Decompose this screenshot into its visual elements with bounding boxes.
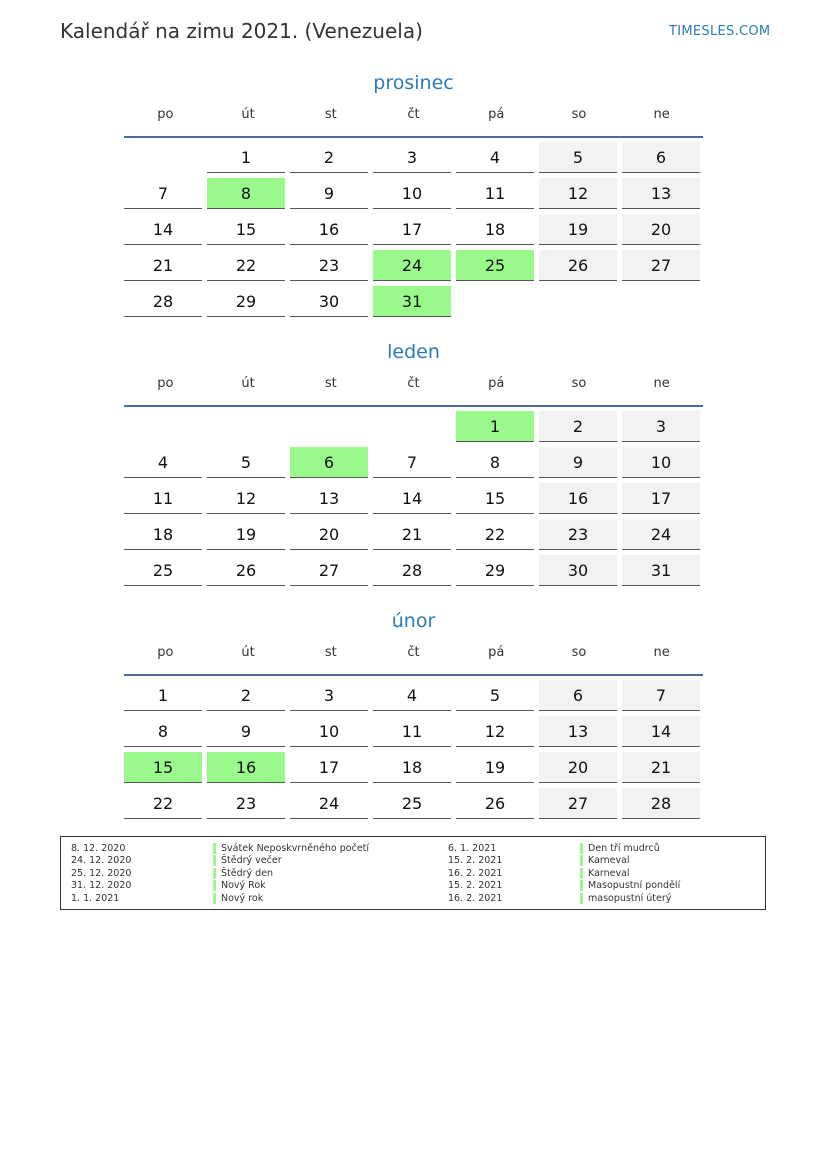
day-cell: 20 [539, 752, 617, 783]
day-cell: 23 [290, 250, 368, 281]
day-cell: 17 [373, 214, 451, 245]
week-row [124, 250, 703, 286]
day-cell: 3 [373, 142, 451, 173]
day-cell: 2 [290, 142, 368, 173]
legend-date: 31. 12. 2020 [71, 880, 132, 892]
day-cell: 24 [622, 519, 700, 550]
week-row [124, 788, 703, 824]
week-row [124, 411, 703, 447]
day-cell: 22 [456, 519, 534, 550]
day-cell: 24 [373, 250, 451, 281]
day-cell: 13 [290, 483, 368, 514]
weekday-label: so [571, 376, 587, 391]
empty-day-cell [622, 286, 700, 317]
weekday-label: st [324, 107, 337, 122]
legend-names-left [213, 843, 369, 905]
legend-date: 24. 12. 2020 [71, 855, 132, 867]
legend-row [213, 880, 369, 892]
day-cell: 15 [207, 214, 285, 245]
legend-holiday-name: Masopustní pondělí [580, 880, 680, 891]
day-cell: 13 [622, 178, 700, 209]
week-row [124, 447, 703, 483]
holiday-legend [60, 836, 766, 910]
site-link[interactable]: TIMESLES.COM [669, 24, 771, 39]
week-row [124, 519, 703, 555]
day-cell: 18 [456, 214, 534, 245]
day-cell: 27 [290, 555, 368, 586]
legend-date: 16. 2. 2021 [448, 892, 503, 904]
day-cell: 1 [207, 142, 285, 173]
week-row [124, 555, 703, 591]
empty-day-cell [456, 286, 534, 317]
legend-date: 25. 12. 2020 [71, 867, 132, 879]
legend-row [580, 855, 680, 867]
empty-day-cell [207, 411, 285, 442]
weekday-label: ne [653, 107, 670, 122]
week-row [124, 178, 703, 214]
empty-day-cell [539, 286, 617, 317]
week-row [124, 214, 703, 250]
day-cell: 21 [124, 250, 202, 281]
week-row [124, 483, 703, 519]
legend-date: 1. 1. 2021 [71, 892, 120, 904]
day-cell: 22 [207, 250, 285, 281]
legend-holiday-name: Štědrý večer [213, 855, 282, 866]
month-0 [124, 70, 703, 322]
legend-date: 15. 2. 2021 [448, 855, 503, 867]
day-cell: 14 [373, 483, 451, 514]
day-cell: 15 [456, 483, 534, 514]
day-cell: 25 [373, 788, 451, 819]
day-cell: 4 [456, 142, 534, 173]
legend-date: 15. 2. 2021 [448, 880, 503, 892]
day-cell: 14 [124, 214, 202, 245]
day-cell: 16 [207, 752, 285, 783]
legend-row [213, 843, 369, 855]
day-cell: 9 [207, 716, 285, 747]
weekday-label: út [241, 645, 255, 660]
day-cell: 23 [207, 788, 285, 819]
day-cell: 26 [456, 788, 534, 819]
weekday-label: pá [488, 645, 505, 660]
legend-names-right [580, 843, 680, 905]
legend-holiday-name: Karneval [580, 855, 630, 866]
weekday-label: ne [653, 376, 670, 391]
weekday-header [124, 369, 703, 407]
day-cell: 12 [539, 178, 617, 209]
day-cell: 21 [622, 752, 700, 783]
month-2 [124, 608, 703, 824]
day-cell: 26 [539, 250, 617, 281]
day-cell: 25 [124, 555, 202, 586]
weekday-label: čt [407, 645, 420, 660]
day-cell: 4 [373, 680, 451, 711]
day-cell: 20 [290, 519, 368, 550]
weekday-label: čt [407, 107, 420, 122]
day-cell: 4 [124, 447, 202, 478]
day-cell: 18 [373, 752, 451, 783]
legend-row [213, 893, 369, 905]
legend-holiday-name: Den tří mudrců [580, 843, 660, 854]
weekday-label: ne [653, 645, 670, 660]
day-cell: 20 [622, 214, 700, 245]
day-cell: 13 [539, 716, 617, 747]
weekday-label: pá [488, 376, 505, 391]
day-cell: 27 [622, 250, 700, 281]
weekday-header [124, 100, 703, 138]
day-cell: 17 [622, 483, 700, 514]
day-cell: 3 [622, 411, 700, 442]
week-row [124, 752, 703, 788]
day-cell: 1 [456, 411, 534, 442]
day-cell: 23 [539, 519, 617, 550]
month-name: prosinec [373, 72, 454, 94]
weekday-label: st [324, 376, 337, 391]
day-cell: 11 [124, 483, 202, 514]
day-cell: 28 [373, 555, 451, 586]
legend-row [580, 880, 680, 892]
day-cell: 8 [456, 447, 534, 478]
day-cell: 26 [207, 555, 285, 586]
legend-holiday-name: Nový Rok [213, 880, 266, 891]
legend-holiday-name: Karneval [580, 868, 630, 879]
legend-holiday-name: Svátek Neposkvrněného početí [213, 843, 369, 854]
weekday-label: po [157, 376, 174, 391]
legend-row [580, 843, 680, 855]
day-cell: 31 [622, 555, 700, 586]
empty-day-cell [124, 411, 202, 442]
empty-day-cell [373, 411, 451, 442]
day-cell: 24 [290, 788, 368, 819]
weekday-label: po [157, 107, 174, 122]
legend-holiday-name: Štědrý den [213, 868, 273, 879]
weekday-label: so [571, 107, 587, 122]
day-cell: 27 [539, 788, 617, 819]
weekday-label: so [571, 645, 587, 660]
day-cell: 16 [539, 483, 617, 514]
legend-holiday-name: Nový rok [213, 893, 263, 904]
day-cell: 7 [373, 447, 451, 478]
weekday-label: čt [407, 376, 420, 391]
day-cell: 19 [539, 214, 617, 245]
day-cell: 25 [456, 250, 534, 281]
day-cell: 5 [207, 447, 285, 478]
week-row [124, 286, 703, 322]
week-row [124, 142, 703, 178]
weekday-label: út [241, 107, 255, 122]
legend-holiday-name: masopustní úterý [580, 893, 671, 904]
day-cell: 9 [539, 447, 617, 478]
day-cell: 16 [290, 214, 368, 245]
day-cell: 6 [622, 142, 700, 173]
month-1 [124, 339, 703, 591]
day-cell: 6 [290, 447, 368, 478]
day-cell: 1 [124, 680, 202, 711]
day-cell: 11 [456, 178, 534, 209]
day-cell: 9 [290, 178, 368, 209]
day-cell: 7 [622, 680, 700, 711]
day-cell: 10 [622, 447, 700, 478]
day-cell: 22 [124, 788, 202, 819]
weekday-label: st [324, 645, 337, 660]
legend-row [213, 868, 369, 880]
month-name: únor [391, 610, 436, 632]
day-cell: 10 [373, 178, 451, 209]
legend-date: 6. 1. 2021 [448, 843, 497, 854]
page-title: Kalendář na zimu 2021. (Venezuela) [60, 19, 423, 43]
day-cell: 2 [539, 411, 617, 442]
day-cell: 31 [373, 286, 451, 317]
day-cell: 11 [373, 716, 451, 747]
legend-dates-right [448, 843, 502, 905]
weekday-label: út [241, 376, 255, 391]
legend-row [580, 893, 680, 905]
legend-date: 8. 12. 2020 [71, 843, 126, 854]
day-cell: 29 [456, 555, 534, 586]
day-cell: 7 [124, 178, 202, 209]
day-cell: 28 [124, 286, 202, 317]
legend-row [213, 855, 369, 867]
weekday-label: po [157, 645, 174, 660]
day-cell: 29 [207, 286, 285, 317]
day-cell: 28 [622, 788, 700, 819]
legend-dates-left [71, 843, 131, 905]
day-cell: 5 [539, 142, 617, 173]
day-cell: 8 [207, 178, 285, 209]
day-cell: 12 [207, 483, 285, 514]
legend-row [580, 868, 680, 880]
week-row [124, 680, 703, 716]
day-cell: 5 [456, 680, 534, 711]
day-cell: 8 [124, 716, 202, 747]
day-cell: 14 [622, 716, 700, 747]
day-cell: 3 [290, 680, 368, 711]
day-cell: 30 [539, 555, 617, 586]
weekday-header [124, 638, 703, 676]
day-cell: 12 [456, 716, 534, 747]
weekday-label: pá [488, 107, 505, 122]
day-cell: 17 [290, 752, 368, 783]
day-cell: 30 [290, 286, 368, 317]
day-cell: 2 [207, 680, 285, 711]
day-cell: 15 [124, 752, 202, 783]
legend-date: 16. 2. 2021 [448, 867, 503, 879]
empty-day-cell [124, 142, 202, 173]
month-name: leden [387, 341, 440, 363]
empty-day-cell [290, 411, 368, 442]
day-cell: 19 [207, 519, 285, 550]
day-cell: 19 [456, 752, 534, 783]
day-cell: 6 [539, 680, 617, 711]
day-cell: 21 [373, 519, 451, 550]
day-cell: 10 [290, 716, 368, 747]
day-cell: 18 [124, 519, 202, 550]
week-row [124, 716, 703, 752]
